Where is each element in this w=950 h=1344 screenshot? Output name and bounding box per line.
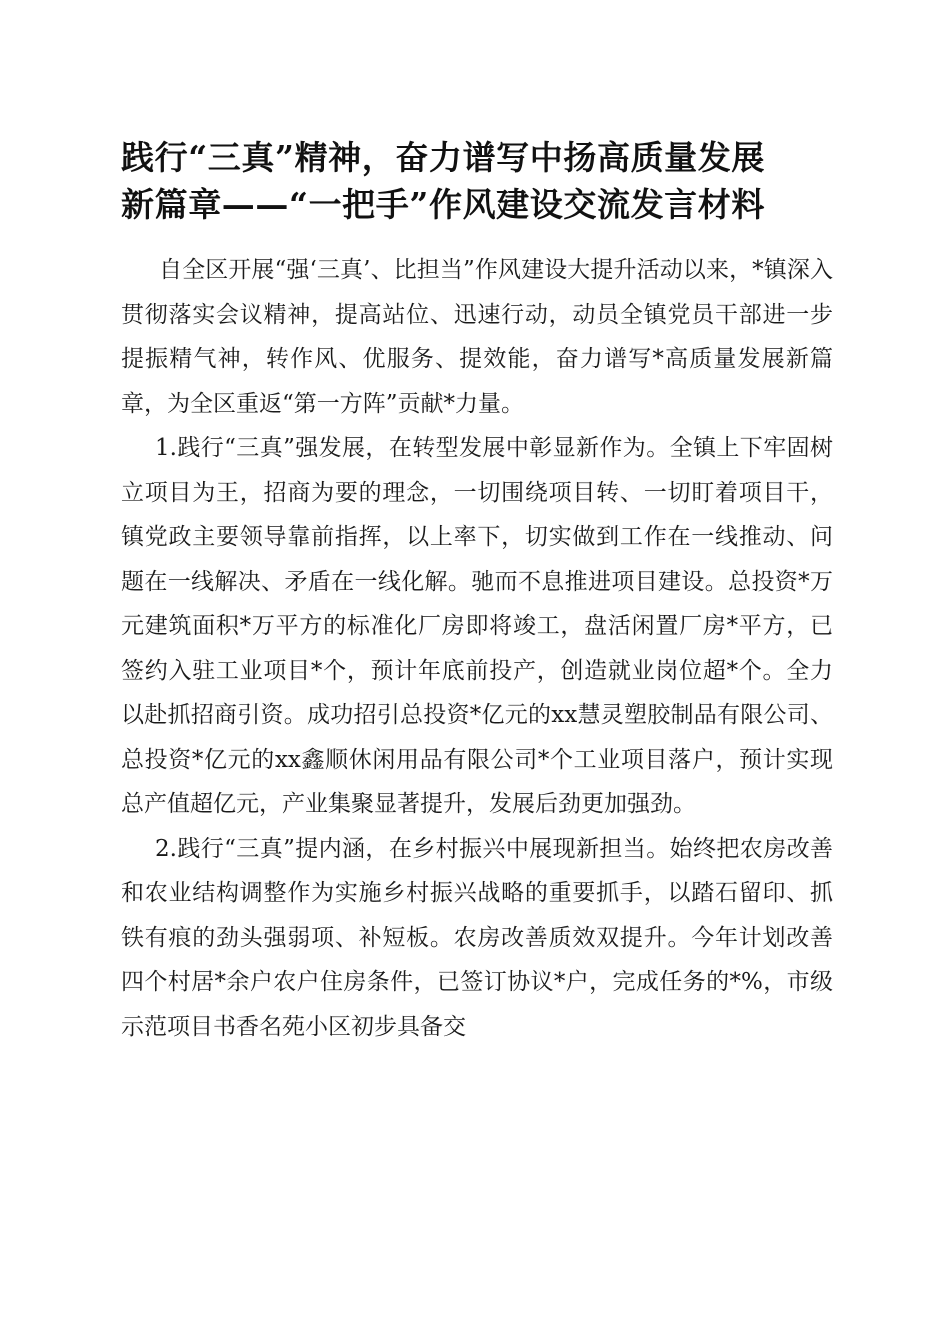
paragraph-section-1: 1.践行“三真”强发展，在转型发展中彰显新作为。全镇上下牢固树立项目为王，招商为要的理念，一切围绕项目转、一切盯着项目干，镇党政主要领导靠前指挥，以上率下，切实做到工作在一线推动、问题在一线解决、矛盾在一线化解。驰而不息推进项目建设。总投资*万元建筑面积*万平方的标准化厂房即将竣工，盘活闲置厂房*平方，已签约入驻工业项目*个，预计年底前投产，创造就业岗位超*个。全力以赴抓招商引资。成功招引总投资*亿元的xx慧灵塑胶制品有限公司、总投资*亿元的xx鑫顺休闲用品有限公司*个工业项目落户，预计实现总产值超亿元，产业集聚显著提升，发展后劲更加强劲。 [121,435,833,817]
document-title [121,134,831,228]
document-body [121,248,833,1049]
paragraph-intro: 自全区开展“强‘三真’、比担当”作风建设大提升活动以来，*镇深入贯彻落实会议精神，提高站位、迅速行动，动员全镇党员干部进一步提振精气神，转作风、优服务、提效能，奋力谱写*高质量发展新篇章，为全区重返“第一方阵”贡献*力量。 [121,257,833,417]
paragraph-section-2: 2.践行“三真”提内涵，在乡村振兴中展现新担当。始终把农房改善和农业结构调整作为实施乡村振兴战略的重要抓手，以踏石留印、抓铁有痕的劲头强弱项、补短板。农房改善质效双提升。今年计划改善四个村居*余户农户住房条件，已签订协议*户，完成任务的*%，市级示范项目书香名苑小区初步具备交 [121,835,833,1040]
title-line-1: 践行“三真”精神，奋力谱写中扬高质量发展 [121,138,765,177]
title-line-2: 新篇章——“一把手”作风建设交流发言材料 [121,185,765,224]
